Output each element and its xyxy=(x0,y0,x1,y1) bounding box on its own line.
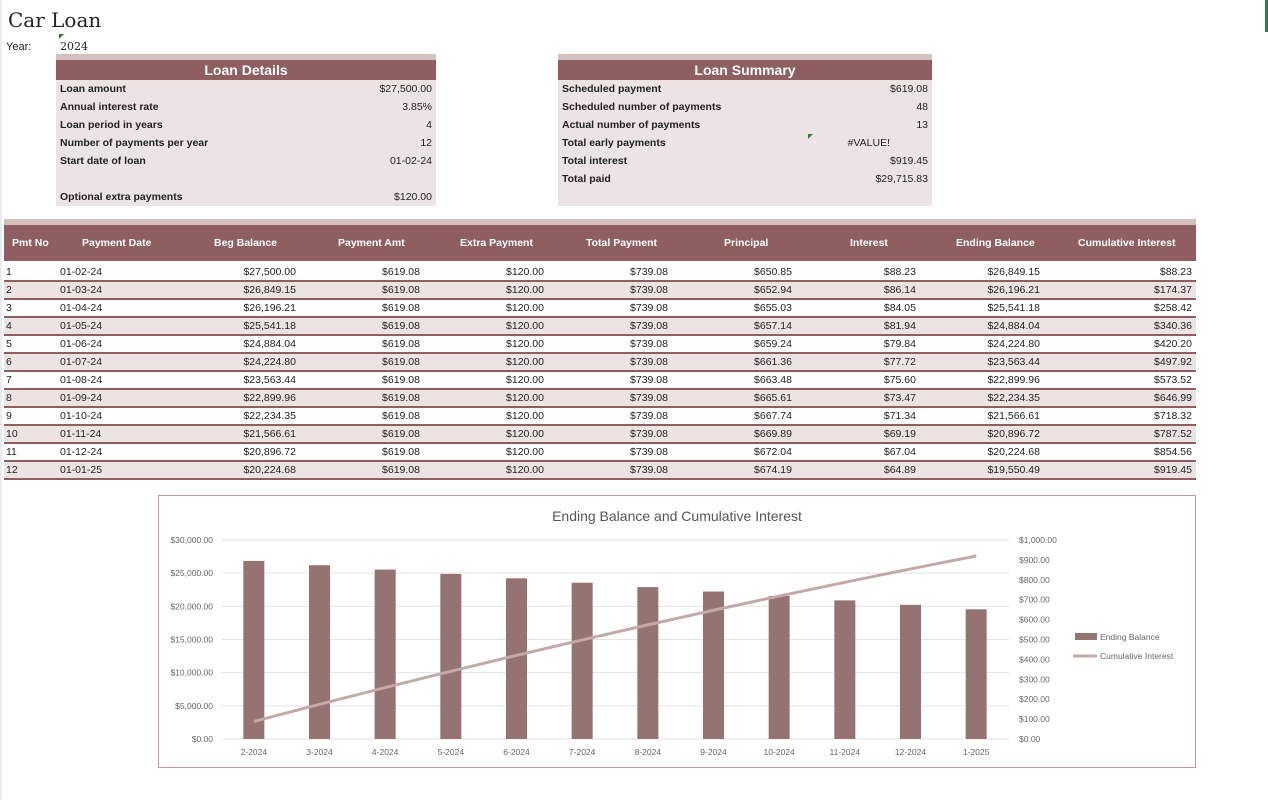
x-tick-label: 8-2024 xyxy=(634,747,662,757)
cell-interest[interactable]: $71.34 xyxy=(883,410,916,422)
cell-pmt-no[interactable]: 4 xyxy=(6,320,12,332)
cell-cumulative-interest[interactable]: $919.45 xyxy=(1154,464,1192,476)
bar-ending-balance xyxy=(703,592,724,739)
cell-ending-balance[interactable]: $21,566.61 xyxy=(987,410,1040,422)
cell-cumulative-interest[interactable]: $420.20 xyxy=(1154,338,1192,350)
total-paid-label: Total paid xyxy=(562,173,611,185)
y-left-tick-label: $25,000.00 xyxy=(170,568,213,579)
cell-beg-balance[interactable]: $22,899.96 xyxy=(243,392,296,404)
x-tick-label: 12-2024 xyxy=(894,747,927,757)
x-tick-label: 7-2024 xyxy=(568,747,596,757)
sheet-left-edge xyxy=(0,0,2,800)
cell-error-marker-icon xyxy=(59,34,64,39)
y-right-tick-label: $600.00 xyxy=(1019,614,1050,625)
cell-total-payment[interactable]: $739.08 xyxy=(630,320,668,332)
cell-payment-date[interactable]: 01-07-24 xyxy=(60,356,103,368)
cell-total-payment[interactable]: $739.08 xyxy=(630,356,668,368)
y-right-tick-label: $200.00 xyxy=(1019,694,1050,705)
header-beg-balance: Beg Balance xyxy=(214,237,278,249)
cell-total-payment[interactable]: $739.08 xyxy=(630,464,668,476)
cell-interest[interactable]: $84.05 xyxy=(883,302,916,314)
x-tick-label: 6-2024 xyxy=(503,747,530,757)
cell-interest[interactable]: $67.04 xyxy=(883,446,916,458)
actual-count-label: Actual number of payments xyxy=(562,119,701,131)
cell-beg-balance[interactable]: $20,224.68 xyxy=(243,464,296,476)
y-left-tick-label: $10,000.00 xyxy=(170,667,213,678)
header-cumulative-interest: Cumulative Interest xyxy=(1078,237,1176,249)
bar-ending-balance xyxy=(834,600,855,739)
bar-ending-balance xyxy=(572,583,593,739)
loan-amount-value[interactable]: $27,500.00 xyxy=(379,83,432,95)
cell-beg-balance[interactable]: $26,849.15 xyxy=(243,284,296,296)
legend-label-ending-balance: Ending Balance xyxy=(1100,632,1160,642)
cell-principal[interactable]: $674.19 xyxy=(754,464,792,476)
cell-beg-balance[interactable]: $22,234.35 xyxy=(243,410,296,422)
interest-rate-value[interactable]: 3.85% xyxy=(402,101,432,113)
y-right-tick-label: $0.00 xyxy=(1019,734,1041,744)
header-payment-date: Payment Date xyxy=(82,237,152,249)
cell-cumulative-interest[interactable]: $258.42 xyxy=(1154,302,1192,314)
table-row xyxy=(4,300,1196,318)
x-tick-label: 1-2025 xyxy=(962,747,990,757)
cell-cumulative-interest[interactable]: $854.56 xyxy=(1154,446,1192,458)
cell-extra-payment[interactable]: $120.00 xyxy=(506,320,544,332)
cell-extra-payment[interactable]: $120.00 xyxy=(506,356,544,368)
cell-payment-date[interactable]: 01-12-24 xyxy=(60,446,103,458)
x-tick-label: 5-2024 xyxy=(437,747,465,757)
cell-ending-balance[interactable]: $19,550.49 xyxy=(987,464,1040,476)
cell-payment-date[interactable]: 01-02-24 xyxy=(60,266,103,278)
cell-ending-balance[interactable]: $23,563.44 xyxy=(987,356,1040,368)
cell-ending-balance[interactable]: $24,884.04 xyxy=(987,320,1040,332)
cell-extra-payment[interactable]: $120.00 xyxy=(506,266,544,278)
ending-balance-chart[interactable] xyxy=(158,495,1196,768)
cell-principal[interactable]: $672.04 xyxy=(754,446,792,458)
cell-pmt-no[interactable]: 10 xyxy=(6,428,18,440)
cell-cumulative-interest[interactable]: $646.99 xyxy=(1154,392,1192,404)
loan-details-title: Loan Details xyxy=(56,60,436,80)
legend-swatch-ending-balance xyxy=(1075,633,1097,640)
cell-principal[interactable]: $665.61 xyxy=(754,392,792,404)
cell-pmt-no[interactable]: 3 xyxy=(6,302,12,314)
y-left-tick-label: $0.00 xyxy=(191,734,213,744)
cell-ending-balance[interactable]: $22,899.96 xyxy=(987,374,1040,386)
header-principal: Principal xyxy=(724,237,769,249)
cell-interest[interactable]: $75.60 xyxy=(883,374,916,386)
cell-principal[interactable]: $657.14 xyxy=(754,320,792,332)
year-input[interactable]: 2024 xyxy=(60,40,88,53)
cell-extra-payment[interactable]: $120.00 xyxy=(506,338,544,350)
header-extra-payment: Extra Payment xyxy=(460,237,533,249)
cell-payment-date[interactable]: 01-11-24 xyxy=(60,428,102,440)
loan-amount-label: Loan amount xyxy=(60,83,126,95)
x-tick-label: 9-2024 xyxy=(700,747,727,757)
cell-extra-payment[interactable]: $120.00 xyxy=(506,428,544,440)
x-tick-label: 11-2024 xyxy=(829,747,861,757)
cell-ending-balance[interactable]: $26,849.15 xyxy=(987,266,1040,278)
cell-payment-date[interactable]: 01-08-24 xyxy=(60,374,103,386)
cell-cumulative-interest[interactable]: $174.37 xyxy=(1154,284,1192,296)
cell-interest[interactable]: $79.84 xyxy=(883,338,916,350)
y-right-tick-label: $700.00 xyxy=(1019,594,1050,605)
bar-ending-balance xyxy=(243,561,264,739)
cell-pmt-no[interactable]: 2 xyxy=(6,284,12,296)
cell-payment-amt[interactable]: $619.08 xyxy=(382,410,420,422)
cell-principal[interactable]: $655.03 xyxy=(754,302,792,314)
cell-extra-payment[interactable]: $120.00 xyxy=(506,302,544,314)
x-tick-label: 10-2024 xyxy=(763,747,795,757)
cell-total-payment[interactable]: $739.08 xyxy=(630,284,668,296)
y-left-tick-label: $30,000.00 xyxy=(170,535,213,545)
x-tick-label: 2-2024 xyxy=(240,747,268,757)
cell-payment-date[interactable]: 01-06-24 xyxy=(60,338,103,350)
y-left-tick-label: $5,000.00 xyxy=(175,700,213,711)
y-right-tick-label: $800.00 xyxy=(1019,574,1050,585)
x-tick-label: 4-2024 xyxy=(371,747,399,757)
cell-beg-balance[interactable]: $25,541.18 xyxy=(243,320,296,332)
bar-ending-balance xyxy=(375,570,396,739)
cell-pmt-no[interactable]: 9 xyxy=(6,410,12,422)
cell-payment-amt[interactable]: $619.08 xyxy=(382,302,420,314)
cell-payment-date[interactable]: 01-01-25 xyxy=(60,464,103,476)
cell-beg-balance[interactable]: $20,896.72 xyxy=(243,446,296,458)
cell-total-payment[interactable]: $739.08 xyxy=(630,266,668,278)
header-payment-amt: Payment Amt xyxy=(338,237,405,249)
chart-title: Ending Balance and Cumulative Interest xyxy=(552,508,802,524)
cell-pmt-no[interactable]: 7 xyxy=(6,374,12,386)
table-row xyxy=(4,426,1196,444)
cell-pmt-no[interactable]: 12 xyxy=(6,464,18,476)
extra-payments-value[interactable]: $120.00 xyxy=(394,191,432,203)
cell-payment-amt[interactable]: $619.08 xyxy=(382,428,420,440)
cell-ending-balance[interactable]: $22,234.35 xyxy=(987,392,1040,404)
cell-principal[interactable]: $652.94 xyxy=(754,284,792,296)
header-interest: Interest xyxy=(850,237,888,249)
bar-ending-balance xyxy=(900,605,921,739)
y-right-tick-label: $300.00 xyxy=(1019,674,1050,685)
y-right-tick-label: $900.00 xyxy=(1019,554,1050,565)
cell-cumulative-interest[interactable]: $497.92 xyxy=(1154,356,1192,368)
loan-details-panel xyxy=(56,54,436,206)
cell-principal[interactable]: $659.24 xyxy=(754,338,792,350)
cell-ending-balance[interactable]: $20,224.68 xyxy=(987,446,1040,458)
cell-interest[interactable]: $73.47 xyxy=(883,392,916,404)
cell-ending-balance[interactable]: $25,541.18 xyxy=(987,302,1040,314)
cell-total-payment[interactable]: $739.08 xyxy=(630,410,668,422)
y-right-tick-label: $1,000.00 xyxy=(1019,535,1057,545)
loan-summary-title: Loan Summary xyxy=(558,60,932,80)
cell-cumulative-interest[interactable]: $787.52 xyxy=(1154,428,1192,440)
y-right-tick-label: $400.00 xyxy=(1019,654,1050,665)
interest-rate-label: Annual interest rate xyxy=(60,101,159,113)
cell-error-marker-icon xyxy=(808,134,813,139)
payment-schedule-table xyxy=(4,219,1196,480)
bar-ending-balance xyxy=(966,609,987,739)
cell-pmt-no[interactable]: 11 xyxy=(6,446,17,458)
cell-total-payment[interactable]: $739.08 xyxy=(630,446,668,458)
cell-interest[interactable]: $64.89 xyxy=(883,464,916,476)
cell-ending-balance[interactable]: $24,224.80 xyxy=(987,338,1040,350)
start-date-value[interactable]: 01-02-24 xyxy=(389,155,432,167)
table-row xyxy=(4,354,1196,372)
cell-payment-amt[interactable]: $619.08 xyxy=(382,374,420,386)
cell-pmt-no[interactable]: 1 xyxy=(6,266,12,278)
scheduled-count-value: 48 xyxy=(916,101,928,113)
cell-principal[interactable]: $650.85 xyxy=(754,266,792,278)
cell-beg-balance[interactable]: $26,196.21 xyxy=(243,302,296,314)
cell-payment-date[interactable]: 01-05-24 xyxy=(60,320,103,332)
cell-total-payment[interactable]: $739.08 xyxy=(630,428,668,440)
cell-extra-payment[interactable]: $120.00 xyxy=(506,392,544,404)
total-interest-label: Total interest xyxy=(562,155,628,167)
cell-interest[interactable]: $77.72 xyxy=(883,356,916,368)
cell-ending-balance[interactable]: $26,196.21 xyxy=(987,284,1040,296)
cell-payment-date[interactable]: 01-04-24 xyxy=(60,302,103,314)
cell-interest[interactable]: $88.23 xyxy=(883,266,916,278)
cell-pmt-no[interactable]: 8 xyxy=(6,392,12,404)
cell-payment-amt[interactable]: $619.08 xyxy=(382,446,420,458)
cell-payment-amt[interactable]: $619.08 xyxy=(382,338,420,350)
x-tick-label: 3-2024 xyxy=(306,747,333,757)
cell-principal[interactable]: $663.48 xyxy=(754,374,792,386)
cell-beg-balance[interactable]: $23,563.44 xyxy=(243,374,296,386)
table-row xyxy=(4,372,1196,390)
early-payments-label: Total early payments xyxy=(562,137,666,149)
cell-payment-amt[interactable]: $619.08 xyxy=(382,284,420,296)
bar-ending-balance xyxy=(637,587,658,739)
chart-canvas xyxy=(159,496,1195,767)
table-header xyxy=(4,225,1196,261)
cell-payment-amt[interactable]: $619.08 xyxy=(382,464,420,476)
cell-cumulative-interest[interactable]: $340.36 xyxy=(1154,320,1192,332)
start-date-label: Start date of loan xyxy=(60,155,146,167)
payments-per-year-label: Number of payments per year xyxy=(60,137,209,149)
table-row xyxy=(4,462,1196,480)
loan-period-label: Loan period in years xyxy=(60,119,163,131)
table-row xyxy=(4,264,1196,282)
table-row xyxy=(4,318,1196,336)
cell-principal[interactable]: $667.74 xyxy=(754,410,792,422)
total-interest-value: $919.45 xyxy=(890,155,928,167)
table-row xyxy=(4,336,1196,354)
cell-beg-balance[interactable]: $27,500.00 xyxy=(243,266,296,278)
actual-count-value: 13 xyxy=(916,119,928,131)
cell-extra-payment[interactable]: $120.00 xyxy=(506,446,544,458)
table-row xyxy=(4,444,1196,462)
y-left-tick-label: $20,000.00 xyxy=(170,601,213,612)
early-payments-value: #VALUE! xyxy=(847,137,890,149)
header-total-payment: Total Payment xyxy=(586,237,657,249)
payments-per-year-value[interactable]: 12 xyxy=(420,137,432,149)
bar-ending-balance xyxy=(769,596,790,739)
extra-payments-label: Optional extra payments xyxy=(60,191,183,203)
y-right-tick-label: $500.00 xyxy=(1019,634,1050,645)
cell-cumulative-interest[interactable]: $88.23 xyxy=(1159,266,1192,278)
y-right-tick-label: $100.00 xyxy=(1019,714,1050,725)
cell-payment-amt[interactable]: $619.08 xyxy=(382,392,420,404)
bar-ending-balance xyxy=(309,565,330,739)
bar-ending-balance xyxy=(440,574,461,739)
header-ending-balance: Ending Balance xyxy=(956,237,1035,249)
cell-payment-date[interactable]: 01-10-24 xyxy=(60,410,103,422)
cell-interest[interactable]: $69.19 xyxy=(883,428,916,440)
cell-beg-balance[interactable]: $21,566.61 xyxy=(243,428,296,440)
cell-payment-amt[interactable]: $619.08 xyxy=(382,320,420,332)
table-row xyxy=(4,408,1196,426)
cell-payment-amt[interactable]: $619.08 xyxy=(382,266,420,278)
cell-pmt-no[interactable]: 5 xyxy=(6,338,12,350)
cell-total-payment[interactable]: $739.08 xyxy=(630,392,668,404)
cell-beg-balance[interactable]: $24,884.04 xyxy=(243,338,296,350)
cell-extra-payment[interactable]: $120.00 xyxy=(506,410,544,422)
cell-interest[interactable]: $81.94 xyxy=(883,320,916,332)
line-cumulative-interest xyxy=(254,556,976,721)
header-pmt-no: Pmt No xyxy=(12,237,49,249)
scheduled-payment-label: Scheduled payment xyxy=(562,83,662,95)
page-title: Car Loan xyxy=(8,8,102,32)
cell-principal[interactable]: $669.89 xyxy=(754,428,792,440)
loan-period-value[interactable]: 4 xyxy=(426,119,432,131)
scheduled-count-label: Scheduled number of payments xyxy=(562,101,722,113)
cell-extra-payment[interactable]: $120.00 xyxy=(506,284,544,296)
cell-payment-date[interactable]: 01-09-24 xyxy=(60,392,103,404)
cell-extra-payment[interactable]: $120.00 xyxy=(506,464,544,476)
cell-cumulative-interest[interactable]: $573.52 xyxy=(1154,374,1192,386)
legend-label-cumulative-interest: Cumulative Interest xyxy=(1100,651,1174,661)
cell-total-payment[interactable]: $739.08 xyxy=(630,302,668,314)
cell-interest[interactable]: $86.14 xyxy=(883,284,916,296)
cell-payment-amt[interactable]: $619.08 xyxy=(382,356,420,368)
cell-ending-balance[interactable]: $20,896.72 xyxy=(987,428,1040,440)
cell-pmt-no[interactable]: 6 xyxy=(6,356,12,368)
year-label: Year: xyxy=(6,41,32,53)
y-left-tick-label: $15,000.00 xyxy=(170,634,213,645)
cell-payment-date[interactable]: 01-03-24 xyxy=(60,284,103,296)
cell-cumulative-interest[interactable]: $718.32 xyxy=(1154,410,1192,422)
cell-total-payment[interactable]: $739.08 xyxy=(630,338,668,350)
table-row xyxy=(4,282,1196,300)
cell-principal[interactable]: $661.36 xyxy=(754,356,792,368)
loan-summary-panel xyxy=(558,54,932,206)
cell-extra-payment[interactable]: $120.00 xyxy=(506,374,544,386)
table-row xyxy=(4,390,1196,408)
total-paid-value: $29,715.83 xyxy=(875,173,928,185)
cell-total-payment[interactable]: $739.08 xyxy=(630,374,668,386)
scheduled-payment-value: $619.08 xyxy=(890,83,928,95)
cell-beg-balance[interactable]: $24,224.80 xyxy=(243,356,296,368)
